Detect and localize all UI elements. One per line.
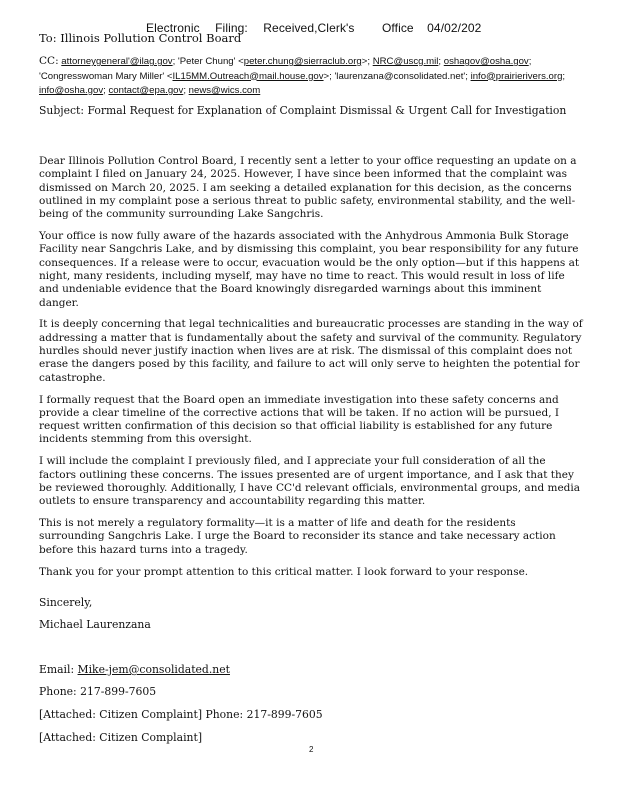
cc-email-link[interactable]: IL15MM.Outreach@mail.house.gov [172,70,324,82]
stamp-part: Office [381,21,414,35]
sign-off: Sincerely, [39,596,93,609]
cc-separator: ; [438,56,444,67]
email-label: Email: [39,663,78,676]
cc-label: CC: [39,55,59,67]
to-line: To: Illinois Pollution Control Board [39,31,242,45]
cc-email-link[interactable]: news@wics.com [188,85,261,96]
stamp-part: Filing: [215,21,248,35]
cc-email-link[interactable]: attorneygeneral'@ilag.gov [61,56,173,67]
cc-email-link[interactable]: oshagov@osha.gov [443,56,529,67]
page-number: 2 [309,745,314,754]
paragraph: Thank you for your prompt attention to this critical matter. I look forward to your response. [39,565,529,578]
phone-line: Phone: 217-899-7605 [39,685,157,698]
paragraph: Your office is now fully aware of the hazards associated with the Anhydrous Ammonia Bulk Storage Facility near Sangchris Lake, and by dismissing this complaint, you bear responsibility for any future consequences. If a release were to occur, evacuation would be the only option—but if this happens at night, many residents, including myself, may have no time to react. This would result in loss of life and undeniable evidence that the Board knowingly disregarded warnings about this imminent danger. [39,230,580,309]
paragraph: I formally request that the Board open an immediate investigation into these safety concerns and provide a clear timeline of the corrective actions that will be taken. If no action will be pursued, I request written confirmation of this decision so that official liability is established for any future incidents stemming from this oversight. [39,393,560,446]
paragraph: I will include the complaint I previously filed, and I appreciate your full consideration of all the factors outlining these concerns. The issues presented are of urgent importance, and I ask that they be reviewed thoroughly. Additionally, I have CC'd relevant officials, environmental groups, and media outlets to ensure transparency and accountability regarding this matter. [39,455,581,508]
cc-email-link[interactable]: NRC@uscg.mil [372,56,439,67]
email-line [39,663,230,676]
cc-recipients [39,56,565,96]
cc-separator: ; [103,85,109,96]
cc-separator: ; [562,70,566,82]
stamp-part: 04/02/202 [427,21,482,35]
attachment-line: [Attached: Citizen Complaint] Phone: 217-899-7605 [39,708,323,721]
letter-body [39,155,584,587]
cc-email-link[interactable]: info@prairierivers.org [470,70,563,82]
paragraph: It is deeply concerning that legal technicalities and bureaucratic processes are standing in the way of addressing a matter that is fundamentally about the safety and survival of the community. Regulatory hurdles should never justify inaction when lives are at risk. The dismissal of this complaint does not erase the dangers posed by this facility, and failure to act will only serve to heighten the potential for catastrophe. [39,318,583,384]
cc-block [39,54,599,99]
paragraph: Dear Illinois Pollution Control Board, I recently sent a letter to your office requesting an update on a complaint I filed on January 24, 2025. However, I have since been informed that the complaint was dismissed on March 20, 2025. I am seeking a detailed explanation for this decision, as the concerns outlined in my complaint pose a serious threat to public safety, environmental stability, and the well-being of the community surrounding Lake Sangchris. [39,155,577,221]
cc-email-link[interactable]: info@osha.gov [39,85,104,96]
cc-separator: ; [183,85,189,96]
cc-separator: >; [361,56,373,67]
cc-email-link[interactable]: contact@epa.gov [108,85,184,96]
paragraph: This is not merely a regulatory formality—it is a matter of life and death for the residents surrounding Sangchris Lake. I urge the Board to reconsider its stance and take necessary action before this hazard turns into a tragedy. [39,517,556,556]
cc-separator: ; 'Congresswoman Mary Miller' < [39,56,532,82]
cc-separator: ; 'Peter Chung' < [172,56,244,67]
email-link[interactable]: Mike-jem@consolidated.net [77,663,230,676]
attachment-line: [Attached: Citizen Complaint] [39,731,203,744]
stamp-part: Electronic [146,21,200,35]
stamp-part: Received,Clerk's [263,21,355,35]
cc-separator: >; 'laurenzana@consolidated.net'; [323,70,471,82]
cc-email-link[interactable]: peter.chung@sierraclub.org [243,56,362,67]
subject-line: Subject: Formal Request for Explanation of Complaint Dismissal & Urgent Call for Investigation [39,104,567,117]
signer-name: Michael Laurenzana [39,618,151,631]
